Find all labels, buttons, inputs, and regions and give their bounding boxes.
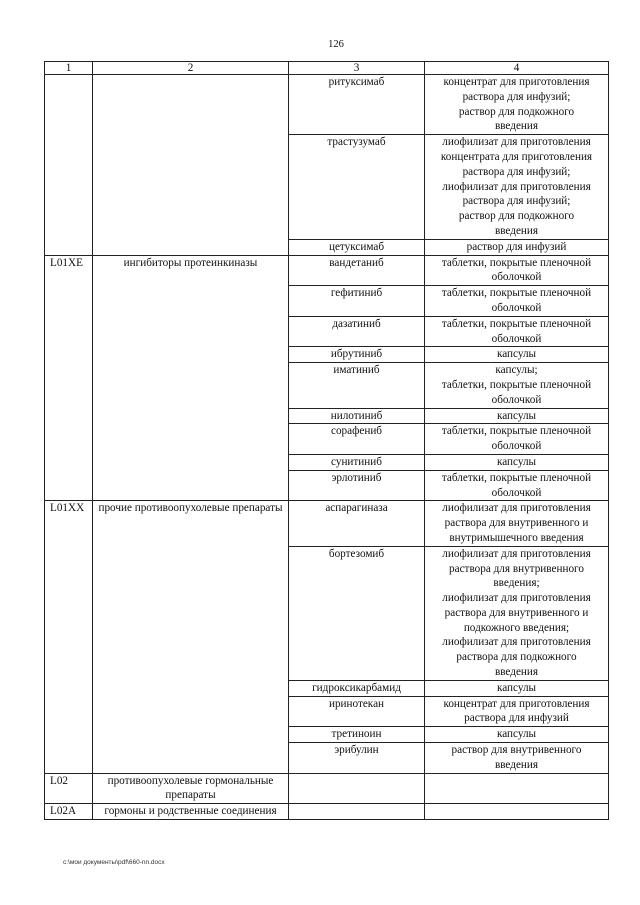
dosage-form-cell: таблетки, покрытые пленочной оболочкой: [425, 286, 609, 317]
drug-name-cell: иринотекан: [289, 696, 425, 727]
drug-name-cell: ритуксимаб: [289, 75, 425, 135]
drug-group-cell: противоопухолевые гормональные препараты: [93, 773, 289, 804]
drug-group-cell: прочие противоопухолевые препараты: [93, 501, 289, 773]
table-row: [45, 255, 609, 286]
drug-name-cell: гефитиниб: [289, 286, 425, 317]
page-number: 126: [328, 39, 344, 50]
table-row: [45, 804, 609, 820]
table-row: [45, 75, 609, 135]
drug-name-cell: дазатиниб: [289, 316, 425, 347]
drug-group-cell: гормоны и родственные соединения: [93, 804, 289, 820]
dosage-form-cell: таблетки, покрытые пленочной оболочкой: [425, 255, 609, 286]
dosage-form-cell: капсулы: [425, 347, 609, 363]
atc-code-cell: L01XX: [45, 501, 93, 773]
atc-code-cell: [45, 75, 93, 256]
dosage-form-cell: таблетки, покрытые пленочной оболочкой: [425, 316, 609, 347]
dosage-form-cell: раствор для внутривенного введения: [425, 743, 609, 774]
drug-name-cell: третиноин: [289, 727, 425, 743]
header-col-4: 4: [425, 62, 609, 75]
table-header-row: [45, 62, 609, 75]
table-row: [45, 773, 609, 804]
drug-name-cell: аспарагиназа: [289, 501, 425, 546]
drug-name-cell: [289, 773, 425, 804]
drug-group-cell: ингибиторы протеинкиназы: [93, 255, 289, 501]
dosage-form-cell: [425, 804, 609, 820]
drug-name-cell: ибрутиниб: [289, 347, 425, 363]
dosage-form-cell: таблетки, покрытые пленочной оболочкой: [425, 470, 609, 501]
drug-name-cell: [289, 804, 425, 820]
dosage-form-cell: таблетки, покрытые пленочной оболочкой: [425, 424, 609, 455]
dosage-form-cell: капсулы: [425, 408, 609, 424]
dosage-form-cell: концентрат для приготовления раствора для инфузий; раствор для подкожного введения: [425, 75, 609, 135]
drug-table: [44, 61, 609, 820]
drug-name-cell: трастузумаб: [289, 135, 425, 240]
header-col-1: 1: [45, 62, 93, 75]
drug-name-cell: бортезомиб: [289, 546, 425, 680]
dosage-form-cell: лиофилизат для приготовления концентрата для приготовления раствора для инфузий; лиофилизат для приготовления раствора для инфузий; раствор для подкожного введения: [425, 135, 609, 240]
drug-name-cell: сунитиниб: [289, 454, 425, 470]
dosage-form-cell: капсулы; таблетки, покрытые пленочной оболочкой: [425, 363, 609, 408]
dosage-form-cell: лиофилизат для приготовления раствора для внутривенного введения; лиофилизат для приготовления раствора для внутривенного и подкожного введения; лиофилизат для приготовления раствора для подкожного введения: [425, 546, 609, 680]
drug-name-cell: эрлотиниб: [289, 470, 425, 501]
table-row: [45, 501, 609, 546]
dosage-form-cell: [425, 773, 609, 804]
drug-name-cell: гидроксикарбамид: [289, 680, 425, 696]
dosage-form-cell: капсулы: [425, 454, 609, 470]
dosage-form-cell: капсулы: [425, 680, 609, 696]
dosage-form-cell: концентрат для приготовления раствора для инфузий: [425, 696, 609, 727]
atc-code-cell: L02: [45, 773, 93, 804]
drug-name-cell: иматиниб: [289, 363, 425, 408]
header-col-2: 2: [93, 62, 289, 75]
header-col-3: 3: [289, 62, 425, 75]
atc-code-cell: L01XE: [45, 255, 93, 501]
atc-code-cell: L02A: [45, 804, 93, 820]
drug-name-cell: эрибулин: [289, 743, 425, 774]
dosage-form-cell: лиофилизат для приготовления раствора для внутривенного и внутримышечного введения: [425, 501, 609, 546]
footer-file-path: c:\мои документы\pdf\660-nn.docx: [63, 859, 165, 866]
dosage-form-cell: капсулы: [425, 727, 609, 743]
drug-group-cell: [93, 75, 289, 256]
dosage-form-cell: раствор для инфузий: [425, 239, 609, 255]
drug-name-cell: нилотиниб: [289, 408, 425, 424]
drug-name-cell: вандетаниб: [289, 255, 425, 286]
drug-name-cell: цетуксимаб: [289, 239, 425, 255]
drug-name-cell: сорафениб: [289, 424, 425, 455]
